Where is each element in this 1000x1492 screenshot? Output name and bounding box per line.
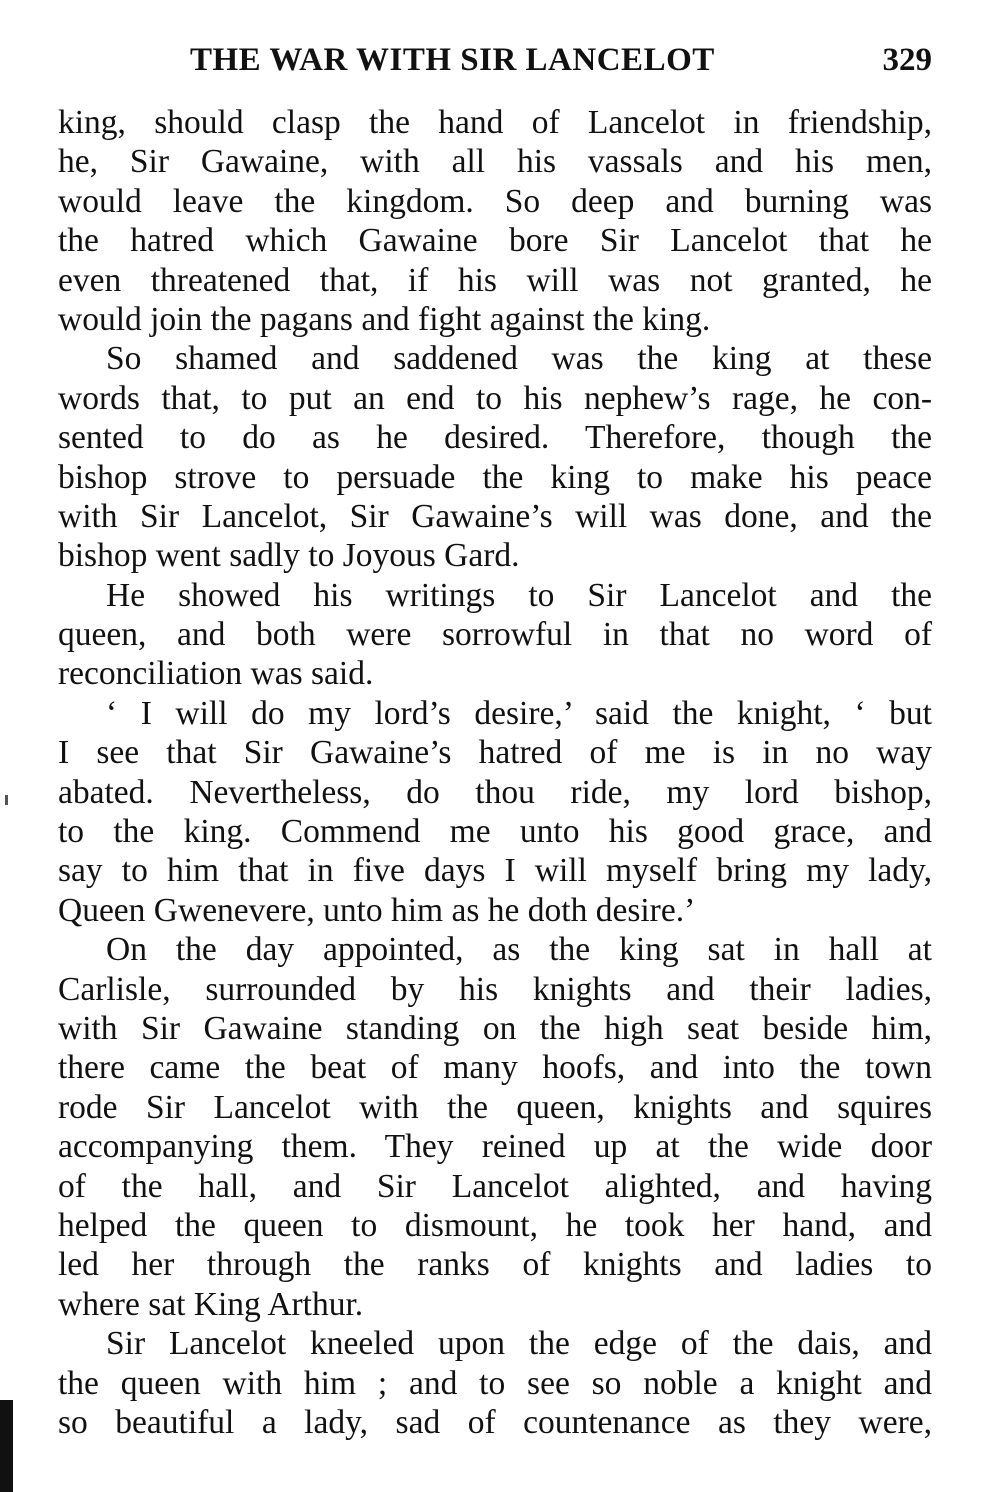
text-line: On the day appointed, as the king sat in hall at (106, 931, 932, 969)
text-line: the queen with him ; and to see so noble a knight and (58, 1364, 932, 1402)
body-text (58, 103, 932, 1442)
text-line: bishop went sadly to Joyous Gard. (58, 537, 520, 575)
text-line: words that, to put an end to his nephew’s rage, he con- (58, 379, 932, 417)
text-line: where sat King Arthur. (58, 1285, 364, 1323)
scan-margin-mark (0, 1400, 13, 1492)
text-line: say to him that in five days I will myself bring my lady, (58, 852, 932, 890)
text-line: led her through the ranks of knights and ladies to (58, 1246, 932, 1284)
text-line: queen, and both were sorrowful in that no word of (58, 616, 932, 654)
text-line: he, Sir Gawaine, with all his vassals and his men, (58, 143, 932, 181)
page-header (190, 42, 932, 92)
text-line: with Sir Lancelot, Sir Gawaine’s will was done, and the (58, 497, 932, 535)
text-line: would join the pagans and fight against the king. (58, 300, 711, 338)
text-line: ‘ I will do my lord’s desire,’ said the knight, ‘ but (106, 694, 932, 732)
text-line: I see that Sir Gawaine’s hatred of me is in no way (58, 734, 932, 772)
text-line: with Sir Gawaine standing on the high seat beside him, (58, 1009, 932, 1047)
text-line: sented to do as he desired. Therefore, though the (58, 419, 932, 457)
text-line: Queen Gwenevere, unto him as he doth desire.’ (58, 891, 696, 929)
text-line: bishop strove to persuade the king to make his peace (58, 458, 932, 496)
text-line: So shamed and saddened was the king at these (106, 340, 932, 378)
text-line: would leave the kingdom. So deep and burning was (58, 182, 932, 220)
text-line: so beautiful a lady, sad of countenance as they were, (58, 1403, 932, 1441)
text-line: abated. Nevertheless, do thou ride, my lord bishop, (58, 773, 932, 811)
scan-speck (5, 795, 8, 805)
text-line: helped the queen to dismount, he took her hand, and (58, 1206, 932, 1244)
text-line: king, should clasp the hand of Lancelot in friendship, (58, 104, 932, 141)
text-line: accompanying them. They reined up at the wide door (58, 1128, 932, 1166)
text-line: even threatened that, if his will was not granted, he (58, 261, 932, 299)
text-line: the hatred which Gawaine bore Sir Lancelot that he (58, 222, 932, 260)
text-line: Carlisle, surrounded by his knights and their ladies, (58, 970, 932, 1008)
text-line: He showed his writings to Sir Lancelot and the (106, 576, 932, 614)
text-line: there came the beat of many hoofs, and into the town (58, 1049, 932, 1087)
text-line: reconciliation was said. (58, 655, 374, 693)
page-number: 329 (882, 42, 932, 78)
text-line: rode Sir Lancelot with the queen, knights and squires (58, 1088, 932, 1126)
text-line: to the king. Commend me unto his good grace, and (58, 813, 932, 851)
text-line: Sir Lancelot kneeled upon the edge of the dais, and (106, 1325, 932, 1363)
text-line: of the hall, and Sir Lancelot alighted, and having (58, 1167, 932, 1205)
running-title: THE WAR WITH SIR LANCELOT (190, 42, 715, 78)
